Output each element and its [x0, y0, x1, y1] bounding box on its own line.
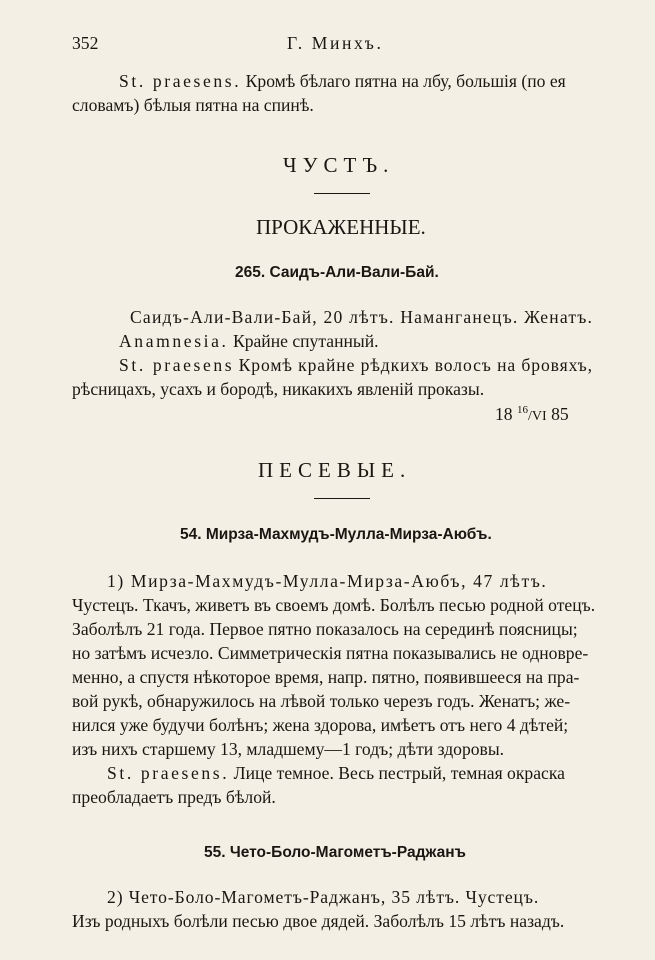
- case-54-praesens-line2: преобладаетъ предъ бѣлой.: [72, 787, 276, 807]
- case-265-praesens: [119, 357, 593, 375]
- section-title-chust: ЧУСТЪ.: [283, 153, 395, 177]
- case-265-name-line: [130, 309, 593, 327]
- case-55-line: Изъ родныхъ болѣли песью двое дядей. Заболѣлъ 15 лѣтъ назадъ.: [72, 911, 565, 931]
- praesens-label: St. praesens.: [107, 763, 230, 783]
- case-54-line: но затѣмъ исчезло. Симметрическія пятна показывались не одновре-: [72, 643, 589, 663]
- case-265-praesens-line2: рѣсницахъ, усахъ и бородѣ, никакихъ явленій проказы.: [72, 379, 485, 399]
- section-title-lepers: ПРОКАЖЕННЫЕ.: [256, 215, 426, 239]
- running-title: Г. Минхъ.: [287, 33, 384, 53]
- case-265-date: [495, 405, 569, 424]
- date-month: /VI: [528, 409, 547, 424]
- anamnesis-text: Крайне спутанный.: [232, 331, 379, 351]
- praesens-text: Кромѣ крайне рѣдкихъ волосъ на бровяхъ,: [238, 355, 593, 375]
- prev-praesens-line: [119, 73, 594, 91]
- case-54-line: менно, а спустя нѣкоторое время, напр. пятно, появившееся на пра-: [72, 667, 580, 687]
- case-54-line: 1) Мирза-Махмудъ-Мулла-Мирза-Аюбъ, 47 лѣтъ.: [107, 571, 548, 591]
- case-54-line: Заболѣлъ 21 года. Первое пятно показалось на серединѣ поясницы;: [72, 619, 578, 639]
- patient-name: Саидъ-Али-Вали-Бай, 20 лѣтъ. Наманганецъ. Женатъ.: [130, 307, 594, 327]
- section-title-pesevye: ПЕСЕВЫЕ.: [258, 458, 412, 482]
- date-year: 85: [551, 404, 569, 424]
- prev-praesens-line2: словамъ) бѣлыя пятна на спинѣ.: [72, 95, 314, 115]
- date-sup: 16: [517, 404, 528, 416]
- praesens-label: St. praesens: [119, 355, 235, 375]
- case-heading-54: 54. Мирза-Махмудъ-Мулла-Мирза-Аюбъ.: [180, 526, 492, 543]
- praesens-text: Лице темное. Весь пестрый, темная окраска: [233, 763, 565, 783]
- date-day: 18: [495, 404, 513, 424]
- case-heading-265: 265. Саидъ-Али-Вали-Бай.: [235, 264, 439, 281]
- case-54-line: нился уже будучи болѣнъ; жена здорова, имѣетъ отъ него 4 дѣтей;: [72, 715, 569, 735]
- anamnesis-label: Anamnesia.: [119, 331, 229, 351]
- praesens-label: St. praesens.: [119, 71, 242, 91]
- divider-rule: [314, 498, 370, 499]
- case-54-line: вой рукѣ, обнаружилось на лѣвой только черезъ годъ. Женатъ; же-: [72, 691, 571, 711]
- case-heading-55: 55. Чето-Боло-Магометъ-Раджанъ: [204, 844, 466, 861]
- divider-rule: [314, 193, 370, 194]
- case-54-praesens: [107, 765, 565, 783]
- praesens-text: Кромѣ бѣлаго пятна на лбу, большія (по ея: [245, 71, 566, 91]
- case-54-line: Чустецъ. Ткачъ, живетъ въ своемъ домѣ. Болѣлъ песью родной отецъ.: [72, 595, 596, 615]
- case-54-line: изъ нихъ старшему 13, младшему—1 годъ; дѣти здоровы.: [72, 739, 505, 759]
- case-55-line: 2) Чето-Боло-Магометъ-Раджанъ, 35 лѣтъ. Чустецъ.: [107, 887, 540, 907]
- page-number: 352: [72, 33, 99, 53]
- case-265-anamnesis: [119, 333, 379, 351]
